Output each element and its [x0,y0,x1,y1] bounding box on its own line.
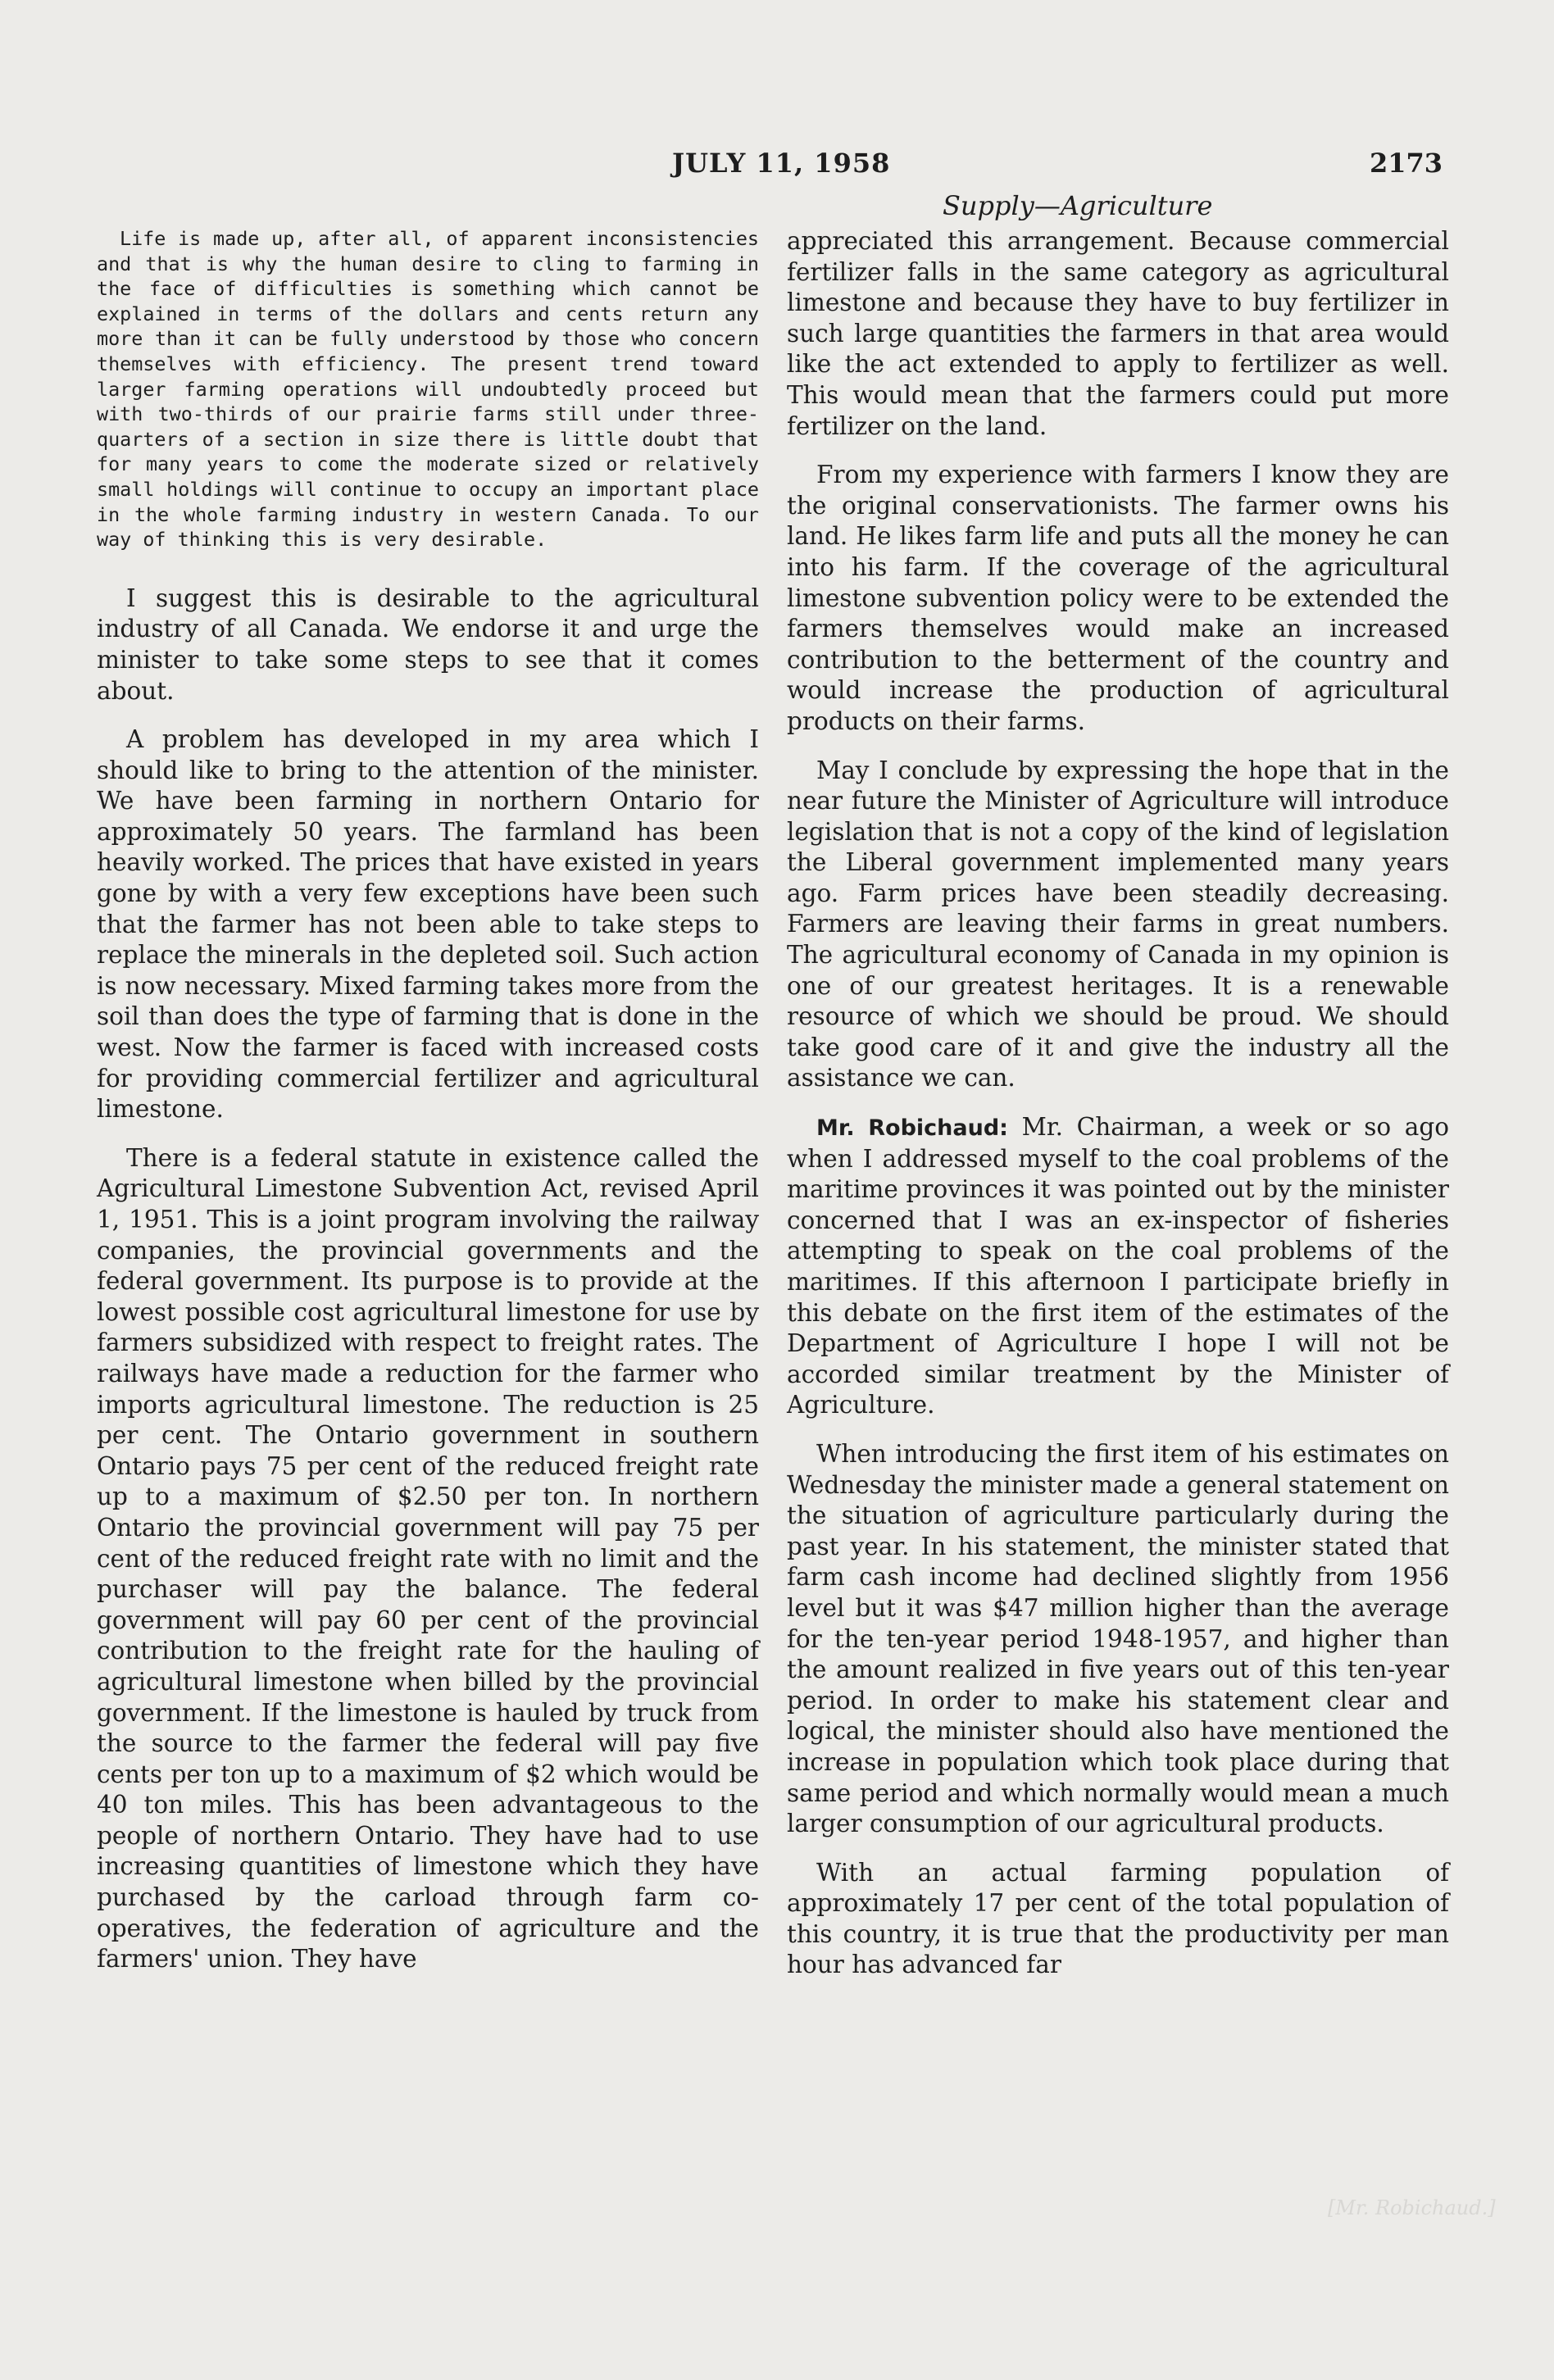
paragraph: From my experience with farmers I know they are the original conservationists. The farmer owns his land. He likes farm life and puts all the money he can into his farm. If the coverage of the agricultural limestone subvention policy were to be extended the farmers themselves would make an increased contribution to the betterment of the country and would increase the production of agricultural products on their farms. [787,461,1449,735]
page-number: 2173 [1369,148,1443,179]
header-date: JULY 11, 1958 [672,148,891,179]
paragraph: A problem has developed in my area which I should like to bring to the attention of the minister. We have been farming in northern Ontario for approximately 50 years. The farmland has been heavily worked. The prices that have existed in years gone by with a very few exceptions have been such that the farmer has not been able to take steps to replace the minerals in the depleted soil. Such action is now necessary. Mixed farming takes more from the soil than does the type of farming that is done in the west. Now the farmer is faced with increased costs for providing commercial fertilizer and agricultural limestone. [97,725,759,1124]
paragraph: When introducing the first item of his estimates on Wednesday the minister made a general statement on the situation of agriculture particularly during the past year. In his statement, the minister stated that farm cash income had declined slightly from 1956 level but it was $47 million higher than the average for the ten-year period 1948-1957, and higher than the amount realized in five years out of this ten-year period. In order to make his statement clear and logical, the minister should also have mentioned the increase in population which took place during that same period and which normally would mean a much larger consumption of our agricultural products. [787,1439,1449,1838]
paragraph: I suggest this is desirable to the agricultural industry of all Canada. We endorse it and urge the minister to take some steps to see that it comes about. [97,584,759,705]
paragraph: appreciated this arrangement. Because commercial fertilizer falls in the same category as agricultural limestone and because they have to buy fertilizer in such large quantities the farmers in that area would like the act extended to apply to fertilizer as well. This would mean that the farmers could put more fertilizer on the land. [787,227,1449,440]
paragraph: There is a federal statute in existence called the Agricultural Limestone Subvention Act, revised April 1, 1951. This is a joint program involving the railway companies, the provincial governments and the federal government. Its purpose is to provide at the lowest possible cost agricultural limestone for use by farmers subsidized with respect to freight rates. The railways have made a reduction for the farmer who imports agricultural limestone. The reduction is 25 per cent. The Ontario government in southern Ontario pays 75 per cent of the reduced freight rate up to a maximum of $2.50 per ton. In northern Ontario the provincial government will pay 75 per cent of the reduced freight rate with no limit and the purchaser will pay the balance. The federal government will pay 60 per cent of the provincial contribution to the freight rate for the hauling of agricultural limestone when billed by the provincial government. If the limestone is hauled by truck from the source to the farmer the federal will pay five cents per ton up to a maximum of $2 which would be 40 ton miles. This has been advantageous to the people of northern Ontario. They have had to use increasing quantities of limestone which they have purchased by the carload through farm co-operatives, the federation of agriculture and the farmers' union. They have [97,1143,759,1973]
quoted-passage: Life is made up, after all, of apparent inconsistencies and that is why the human desire to cling to farming in the face of difficulties is something which cannot be explained in terms of the dollars and cents return any more than it can be fully understood by those who concern themselves with efficiency. The present trend toward larger farming operations will undoubtedly proceed but with two-thirds of our prairie farms still under three-quarters of a section in size there is little doubt that for many years to come the moderate sized or relatively small holdings will continue to occupy an important place in the whole farming industry in western Canada. To our way of thinking this is very desirable. [97,227,759,552]
left-column [97,226,759,1993]
paragraph: With an actual farming population of approximately 17 per cent of the total population of this country, it is true that the productivity per man hour has advanced far [787,1858,1449,1979]
section-title: Supply—Agriculture [943,190,1213,221]
speaker-name: Mr. Robichaud: [816,1115,1008,1142]
show-through-text: [Mr. Robichaud.] [1328,2196,1496,2219]
speech-text: Mr. Chairman, a week or so ago when I addressed myself to the coal problems of the maritime provinces it was pointed out by the minister concerned that I was an ex-inspector of fisheries attempting to speak on the coal problems of the maritimes. If this afternoon I participate briefly in this debate on the first item of the estimates of the Department of Agriculture I hope I will not be accorded similar treatment by the Minister of Agriculture. [787,1113,1449,1419]
right-column [787,226,1449,1999]
speech-paragraph [787,1112,1449,1421]
page-header [98,148,1443,193]
paragraph: May I conclude by expressing the hope that in the near future the Minister of Agriculture will introduce legislation that is not a copy of the kind of legislation the Liberal government implemented many years ago. Farm prices have been steadily decreasing. Farmers are leaving their farms in great numbers. The agricultural economy of Canada in my opinion is one of our greatest heritages. It is a renewable resource of which we should be proud. We should take good care of it and give the industry all the assistance we can. [787,756,1449,1092]
